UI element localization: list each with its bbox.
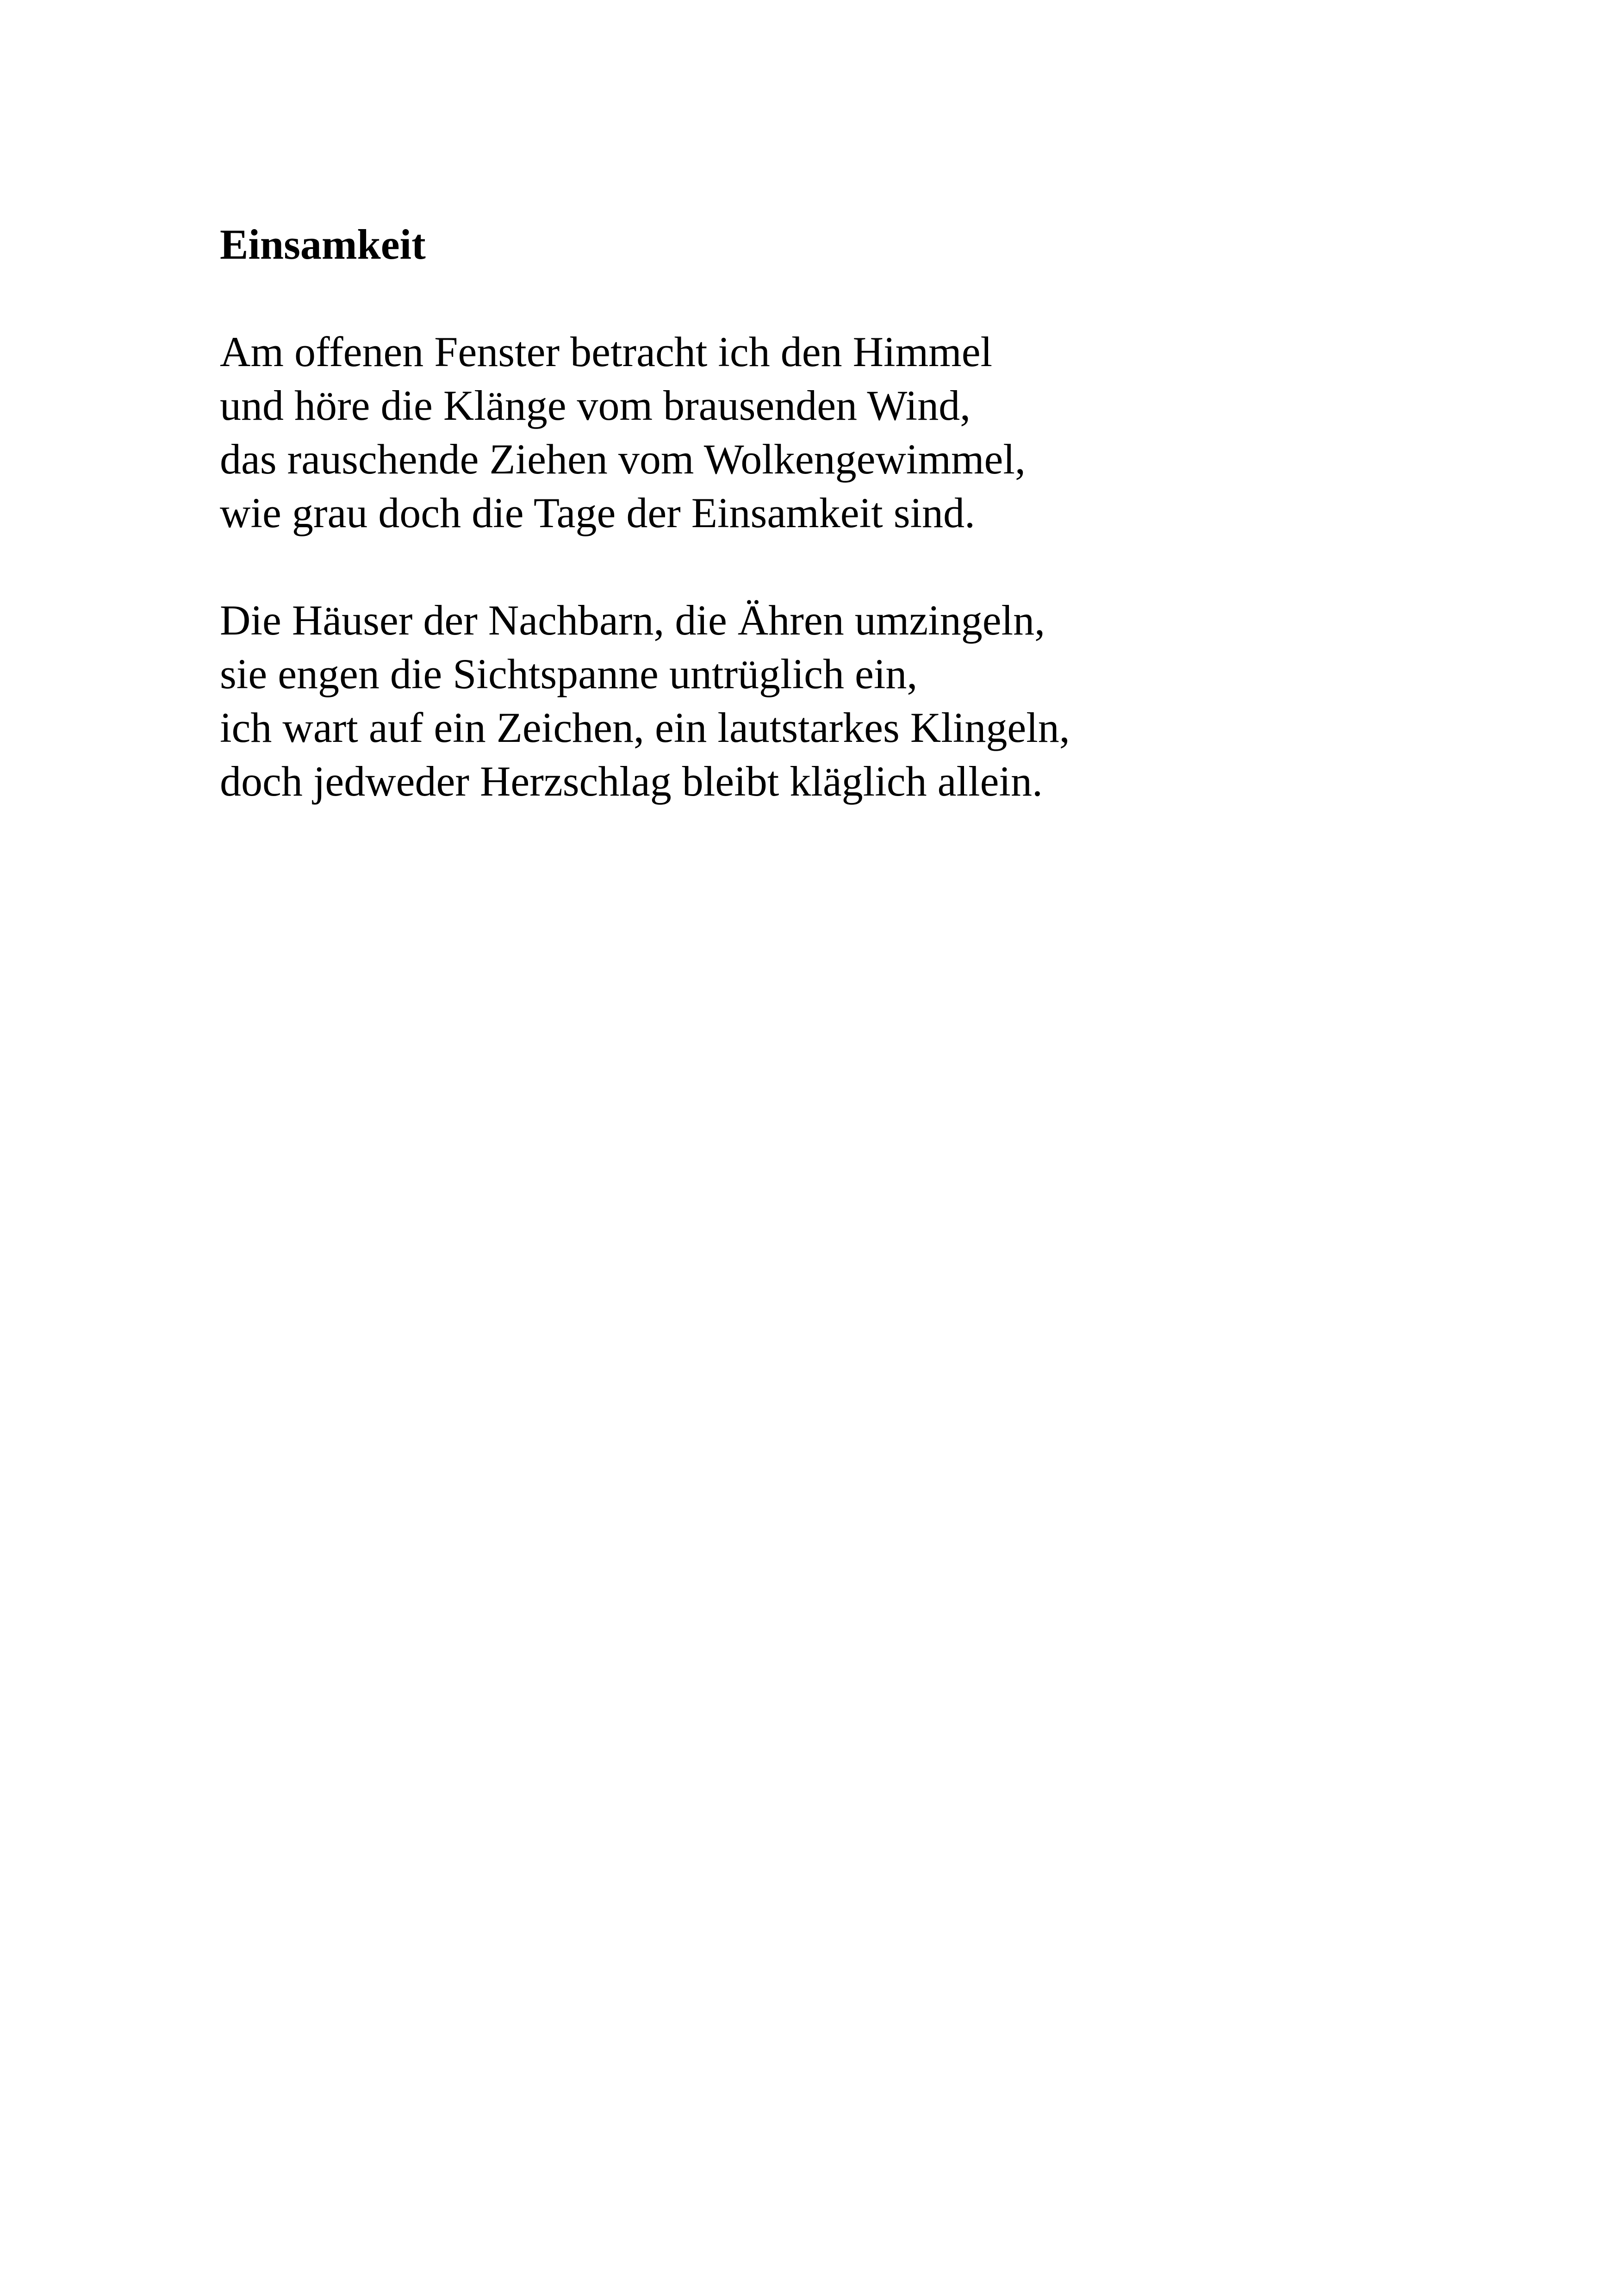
poem-line: ich wart auf ein Zeichen, ein lautstarkes Klingeln, (220, 704, 1070, 751)
poem-line: Am offenen Fenster betracht ich den Himmel (220, 328, 993, 375)
poem-line: das rauschende Ziehen vom Wolkengewimmel, (220, 436, 1026, 483)
poem-line: sie engen die Sichtspanne untrüglich ein, (220, 650, 918, 697)
poem-line: doch jedweder Herzschlag bleibt kläglich allein. (220, 758, 1043, 805)
stanza-2 (220, 593, 1423, 808)
stanza-1 (220, 325, 1423, 540)
poem-line: wie grau doch die Tage der Einsamkeit sind. (220, 489, 976, 536)
poem-title: Einsamkeit (220, 221, 426, 268)
poem-line: Die Häuser der Nachbarn, die Ähren umzingeln, (220, 597, 1045, 644)
poem-line: und höre die Klänge vom brausenden Wind, (220, 382, 971, 429)
poem (220, 218, 1423, 808)
